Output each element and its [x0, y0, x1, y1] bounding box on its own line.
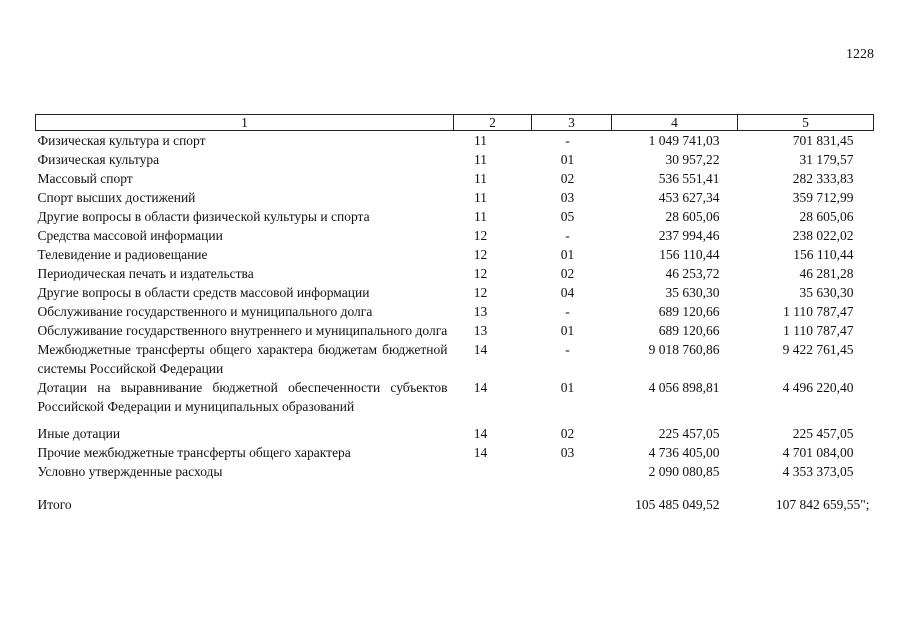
row-section: 12	[473, 266, 488, 281]
row-value-1: 4 736 405,00	[648, 445, 720, 460]
row-subsection: 01	[560, 323, 575, 338]
row-value-2: 4 353 373,05	[782, 464, 854, 479]
row-name: Другие вопросы в области средств массовой информации	[37, 285, 370, 300]
table-row	[36, 264, 874, 283]
row-section: 13	[473, 323, 488, 338]
row-section: 13	[473, 304, 488, 319]
row-subsection: 02	[560, 426, 575, 441]
row-subsection: 04	[560, 285, 575, 300]
row-name: Физическая культура	[37, 152, 160, 167]
row-value-2: 156 110,44	[793, 247, 854, 262]
row-name: Межбюджетные трансферты общего характера бюджетам бюджетной системы Российской Федерации	[37, 342, 448, 376]
row-spacer	[36, 481, 874, 495]
row-value-2: 35 630,30	[799, 285, 854, 300]
row-value-2: 46 281,28	[799, 266, 854, 281]
row-subsection: 02	[560, 171, 575, 186]
header-row	[36, 115, 874, 131]
row-section: 11	[474, 209, 487, 224]
row-subsection: 03	[560, 445, 575, 460]
row-section: 12	[473, 247, 488, 262]
row-section: 11	[474, 133, 487, 148]
table-row	[36, 207, 874, 226]
table-row	[36, 378, 874, 416]
row-value-1: 536 551,41	[658, 171, 720, 186]
page-number: 1228	[846, 47, 874, 62]
row-name: Периодическая печать и издательства	[37, 266, 254, 281]
row-value-2: 4 496 220,40	[782, 380, 854, 395]
row-spacer	[36, 416, 874, 424]
row-name: Средства массовой информации	[37, 228, 223, 243]
row-section: 12	[473, 285, 488, 300]
row-value-2: 1 110 787,47	[783, 323, 854, 338]
row-value-2: 28 605,06	[799, 209, 854, 224]
table-row	[36, 340, 874, 378]
row-value-2: 1 110 787,47	[783, 304, 854, 319]
row-value-1: 156 110,44	[659, 247, 720, 262]
row-value-1: 30 957,22	[665, 152, 720, 167]
row-name: Условно утвержденные расходы	[37, 464, 223, 479]
row-section	[454, 495, 532, 514]
header-col-5: 5	[738, 115, 874, 131]
row-subsection: -	[565, 304, 570, 319]
row-section	[454, 462, 532, 481]
row-value-1: 1 049 741,03	[648, 133, 720, 148]
row-subsection	[532, 462, 612, 481]
row-section: 12	[473, 228, 488, 243]
table-row	[36, 245, 874, 264]
header-col-2: 2	[454, 115, 532, 131]
row-name: Обслуживание государственного внутреннего и муниципального долга	[37, 323, 448, 338]
table-row	[36, 443, 874, 462]
row-value-1: 28 605,06	[665, 209, 720, 224]
row-value-1: 35 630,30	[665, 285, 720, 300]
row-value-1: 46 253,72	[665, 266, 720, 281]
total-value-1: 105 485 049,52	[635, 497, 720, 512]
row-subsection: 01	[560, 247, 575, 262]
row-subsection	[532, 495, 612, 514]
row-subsection: 01	[560, 152, 575, 167]
row-value-1: 237 994,46	[658, 228, 720, 243]
row-section: 11	[474, 152, 487, 167]
row-section: 14	[473, 445, 488, 460]
header-col-3: 3	[532, 115, 612, 131]
row-value-2: 31 179,57	[799, 152, 854, 167]
budget-table-container	[35, 114, 873, 514]
row-name: Другие вопросы в области физической культуры и спорта	[37, 209, 370, 224]
total-row	[36, 495, 874, 514]
table-row	[36, 150, 874, 169]
row-subsection: 01	[560, 380, 575, 395]
row-value-1: 9 018 760,86	[648, 342, 720, 357]
row-subsection: 03	[560, 190, 575, 205]
table-row	[36, 131, 874, 151]
row-subsection: 05	[560, 209, 575, 224]
table-row	[36, 169, 874, 188]
row-value-2: 4 701 084,00	[782, 445, 854, 460]
row-value-1: 2 090 080,85	[648, 464, 720, 479]
row-value-2: 9 422 761,45	[782, 342, 854, 357]
row-subsection: -	[565, 228, 570, 243]
row-name: Массовый спорт	[37, 171, 133, 186]
row-subsection: -	[565, 342, 570, 357]
total-label: Итого	[37, 497, 72, 512]
table-row	[36, 302, 874, 321]
row-name: Спорт высших достижений	[37, 190, 196, 205]
row-name: Иные дотации	[37, 426, 121, 441]
row-name: Прочие межбюджетные трансферты общего характера	[37, 445, 351, 460]
table-row	[36, 462, 874, 481]
row-value-1: 4 056 898,81	[648, 380, 720, 395]
total-value-2: 107 842 659,55";	[775, 497, 870, 512]
row-value-1: 689 120,66	[658, 323, 720, 338]
table-row	[36, 321, 874, 340]
row-subsection: 02	[560, 266, 575, 281]
header-col-1: 1	[36, 115, 454, 131]
header-col-4: 4	[612, 115, 738, 131]
row-subsection: -	[565, 133, 570, 148]
table-row	[36, 226, 874, 245]
row-section: 14	[473, 342, 488, 357]
row-value-1: 453 627,34	[658, 190, 720, 205]
row-value-2: 359 712,99	[792, 190, 854, 205]
row-value-1: 689 120,66	[658, 304, 720, 319]
table-row	[36, 188, 874, 207]
row-section: 11	[474, 190, 487, 205]
row-section: 11	[474, 171, 487, 186]
row-value-2: 282 333,83	[792, 171, 854, 186]
row-name: Обслуживание государственного и муниципального долга	[37, 304, 373, 319]
row-name: Физическая культура и спорт	[37, 133, 206, 148]
row-section: 14	[473, 426, 488, 441]
row-section: 14	[473, 380, 488, 395]
row-name: Дотации на выравнивание бюджетной обеспеченности субъектов Российской Федерации и муниципальных образований	[37, 380, 448, 414]
table-row	[36, 283, 874, 302]
table-row	[36, 424, 874, 443]
row-value-2: 238 022,02	[792, 228, 854, 243]
row-value-2: 225 457,05	[792, 426, 854, 441]
row-name: Телевидение и радиовещание	[37, 247, 208, 262]
row-value-1: 225 457,05	[658, 426, 720, 441]
budget-table	[35, 114, 874, 514]
row-value-2: 701 831,45	[792, 133, 854, 148]
